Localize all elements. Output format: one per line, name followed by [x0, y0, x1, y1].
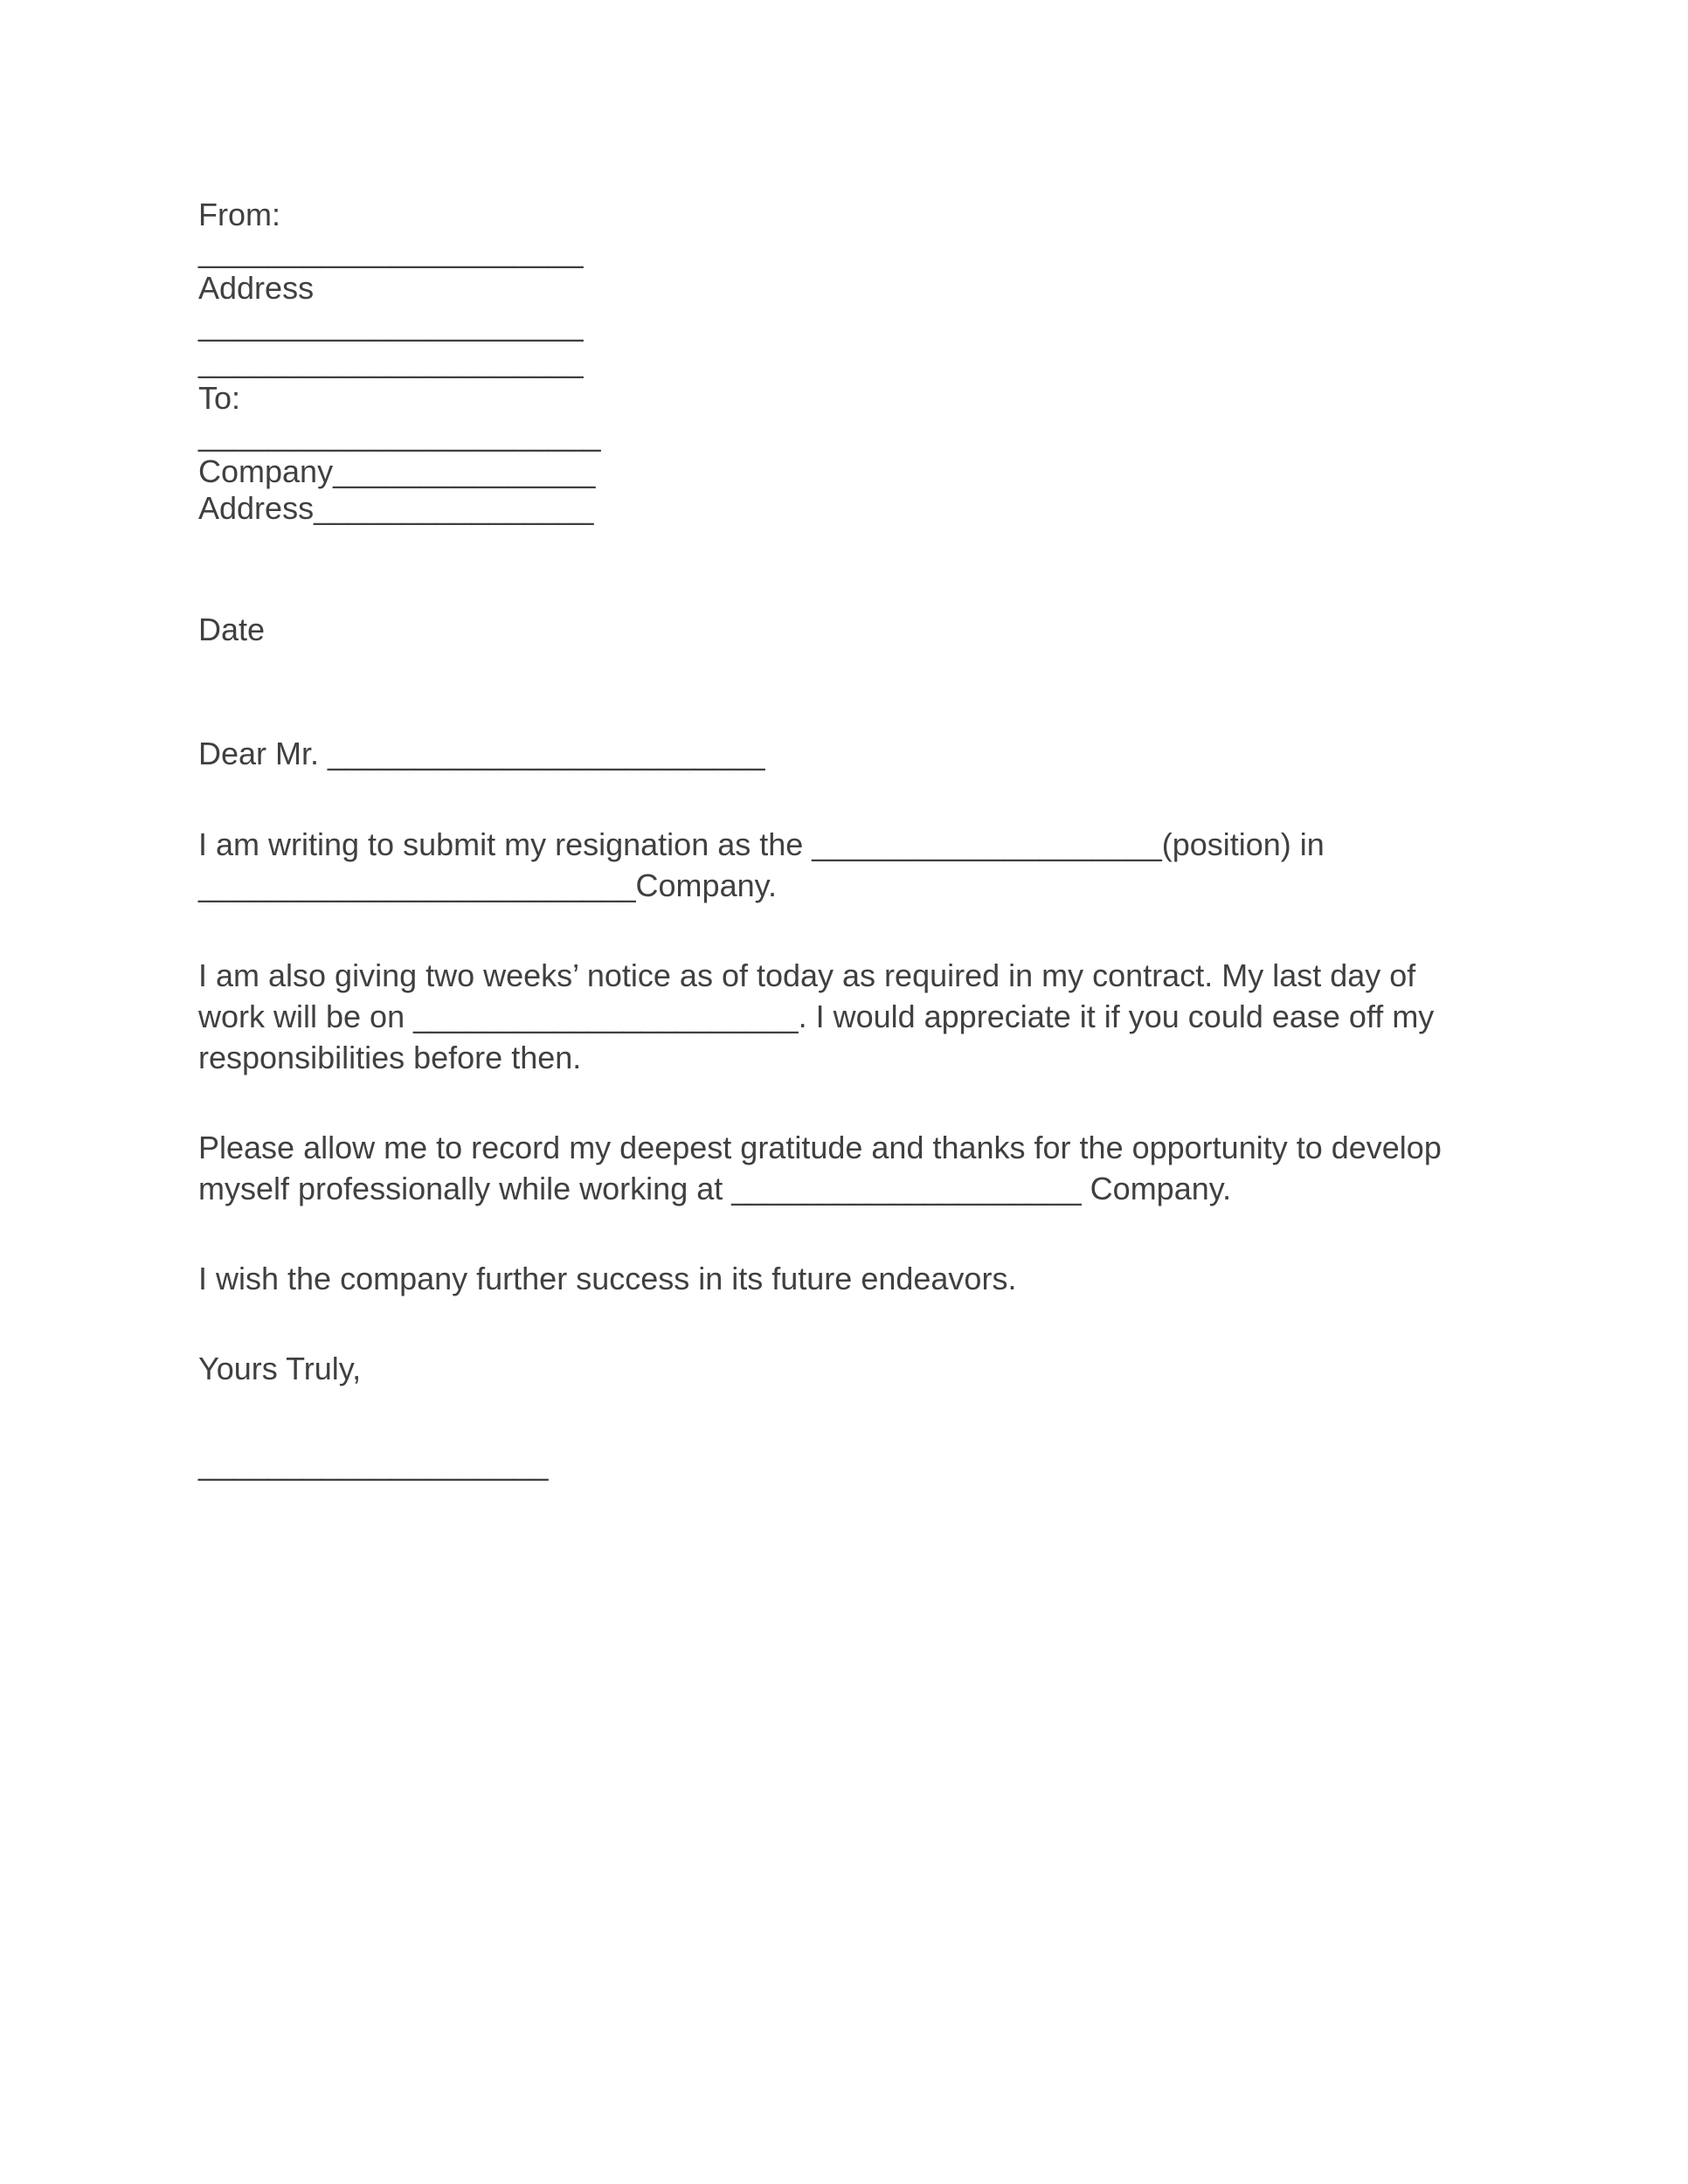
paragraph-resignation — [198, 824, 1509, 906]
to-company-line: Company_______________ — [198, 453, 596, 489]
from-name-blank: ______________________ — [198, 233, 584, 269]
from-address-blank-2: ______________________ — [198, 343, 584, 379]
salutation: Dear Mr. _________________________ — [198, 736, 765, 771]
paragraph-gratitude — [198, 1127, 1509, 1209]
letter-body — [198, 824, 1509, 1438]
signature-blank: ____________________ — [198, 1446, 549, 1482]
paragraph-line: Please allow me to record my deepest gratitude and thanks for the opportunity to develop — [198, 1130, 1442, 1165]
address-block — [198, 197, 1422, 527]
paragraph-line: work will be on ______________________. I would appreciate it if you could ease off my — [198, 999, 1435, 1034]
closing-text: Yours Truly, — [198, 1351, 362, 1386]
from-address-blank-1: ______________________ — [198, 307, 584, 342]
paragraph-wishes — [198, 1258, 1509, 1299]
paragraph-line: I wish the company further success in its future endeavors. — [198, 1261, 1017, 1296]
to-label: To: — [198, 380, 241, 416]
paragraph-line: responsibilities before then. — [198, 1040, 582, 1075]
paragraph-notice — [198, 955, 1509, 1078]
from-address-label: Address — [198, 270, 315, 306]
to-address-line: Address________________ — [198, 490, 594, 526]
to-name-blank: _______________________ — [198, 417, 601, 453]
paragraph-line: I am writing to submit my resignation as the ____________________(position) in — [198, 826, 1325, 862]
paragraph-line: I am also giving two weeks’ notice as of today as required in my contract. My last day of — [198, 957, 1416, 993]
date-label: Date — [198, 612, 266, 647]
paragraph-line: myself professionally while working at ____________________ Company. — [198, 1171, 1232, 1206]
paragraph-line: _________________________Company. — [198, 867, 777, 903]
closing — [198, 1348, 1509, 1389]
from-label: From: — [198, 197, 280, 232]
